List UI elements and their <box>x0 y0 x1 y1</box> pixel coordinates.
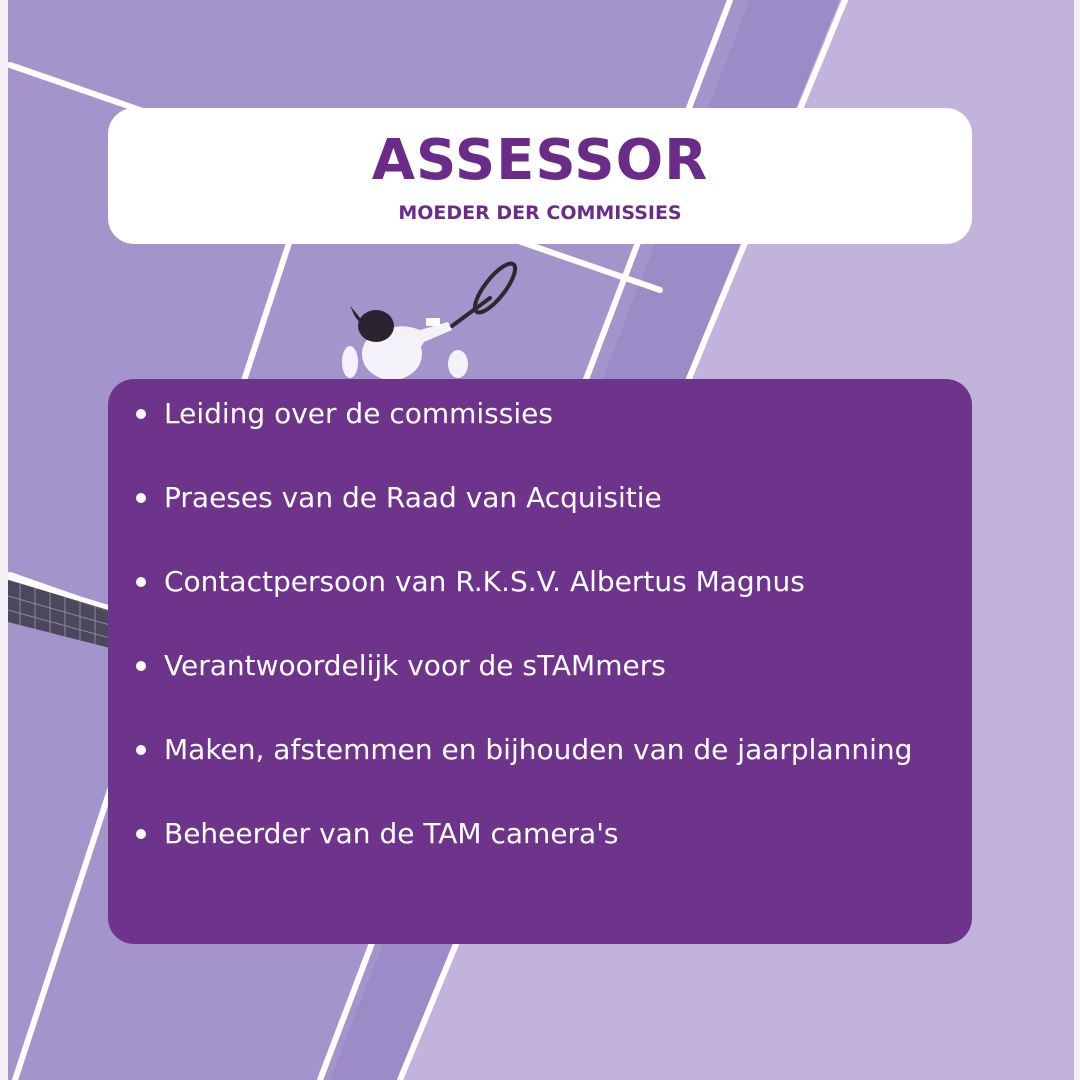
role-title: ASSESSOR <box>371 128 709 193</box>
role-subtitle: MOEDER DER COMMISSIES <box>398 202 682 224</box>
list-item: Leiding over de commissies <box>164 393 932 435</box>
list-item: Verantwoordelijk voor de sTAMmers <box>164 645 932 687</box>
title-card <box>108 108 972 244</box>
list-item: Praeses van de Raad van Acquisitie <box>164 477 932 519</box>
list-item: Beheerder van de TAM camera's <box>164 813 932 855</box>
task-list <box>164 393 932 855</box>
list-item: Maken, afstemmen en bijhouden van de jaarplanning <box>164 729 932 771</box>
task-list-card <box>108 379 972 944</box>
list-item: Contactpersoon van R.K.S.V. Albertus Magnus <box>164 561 932 603</box>
